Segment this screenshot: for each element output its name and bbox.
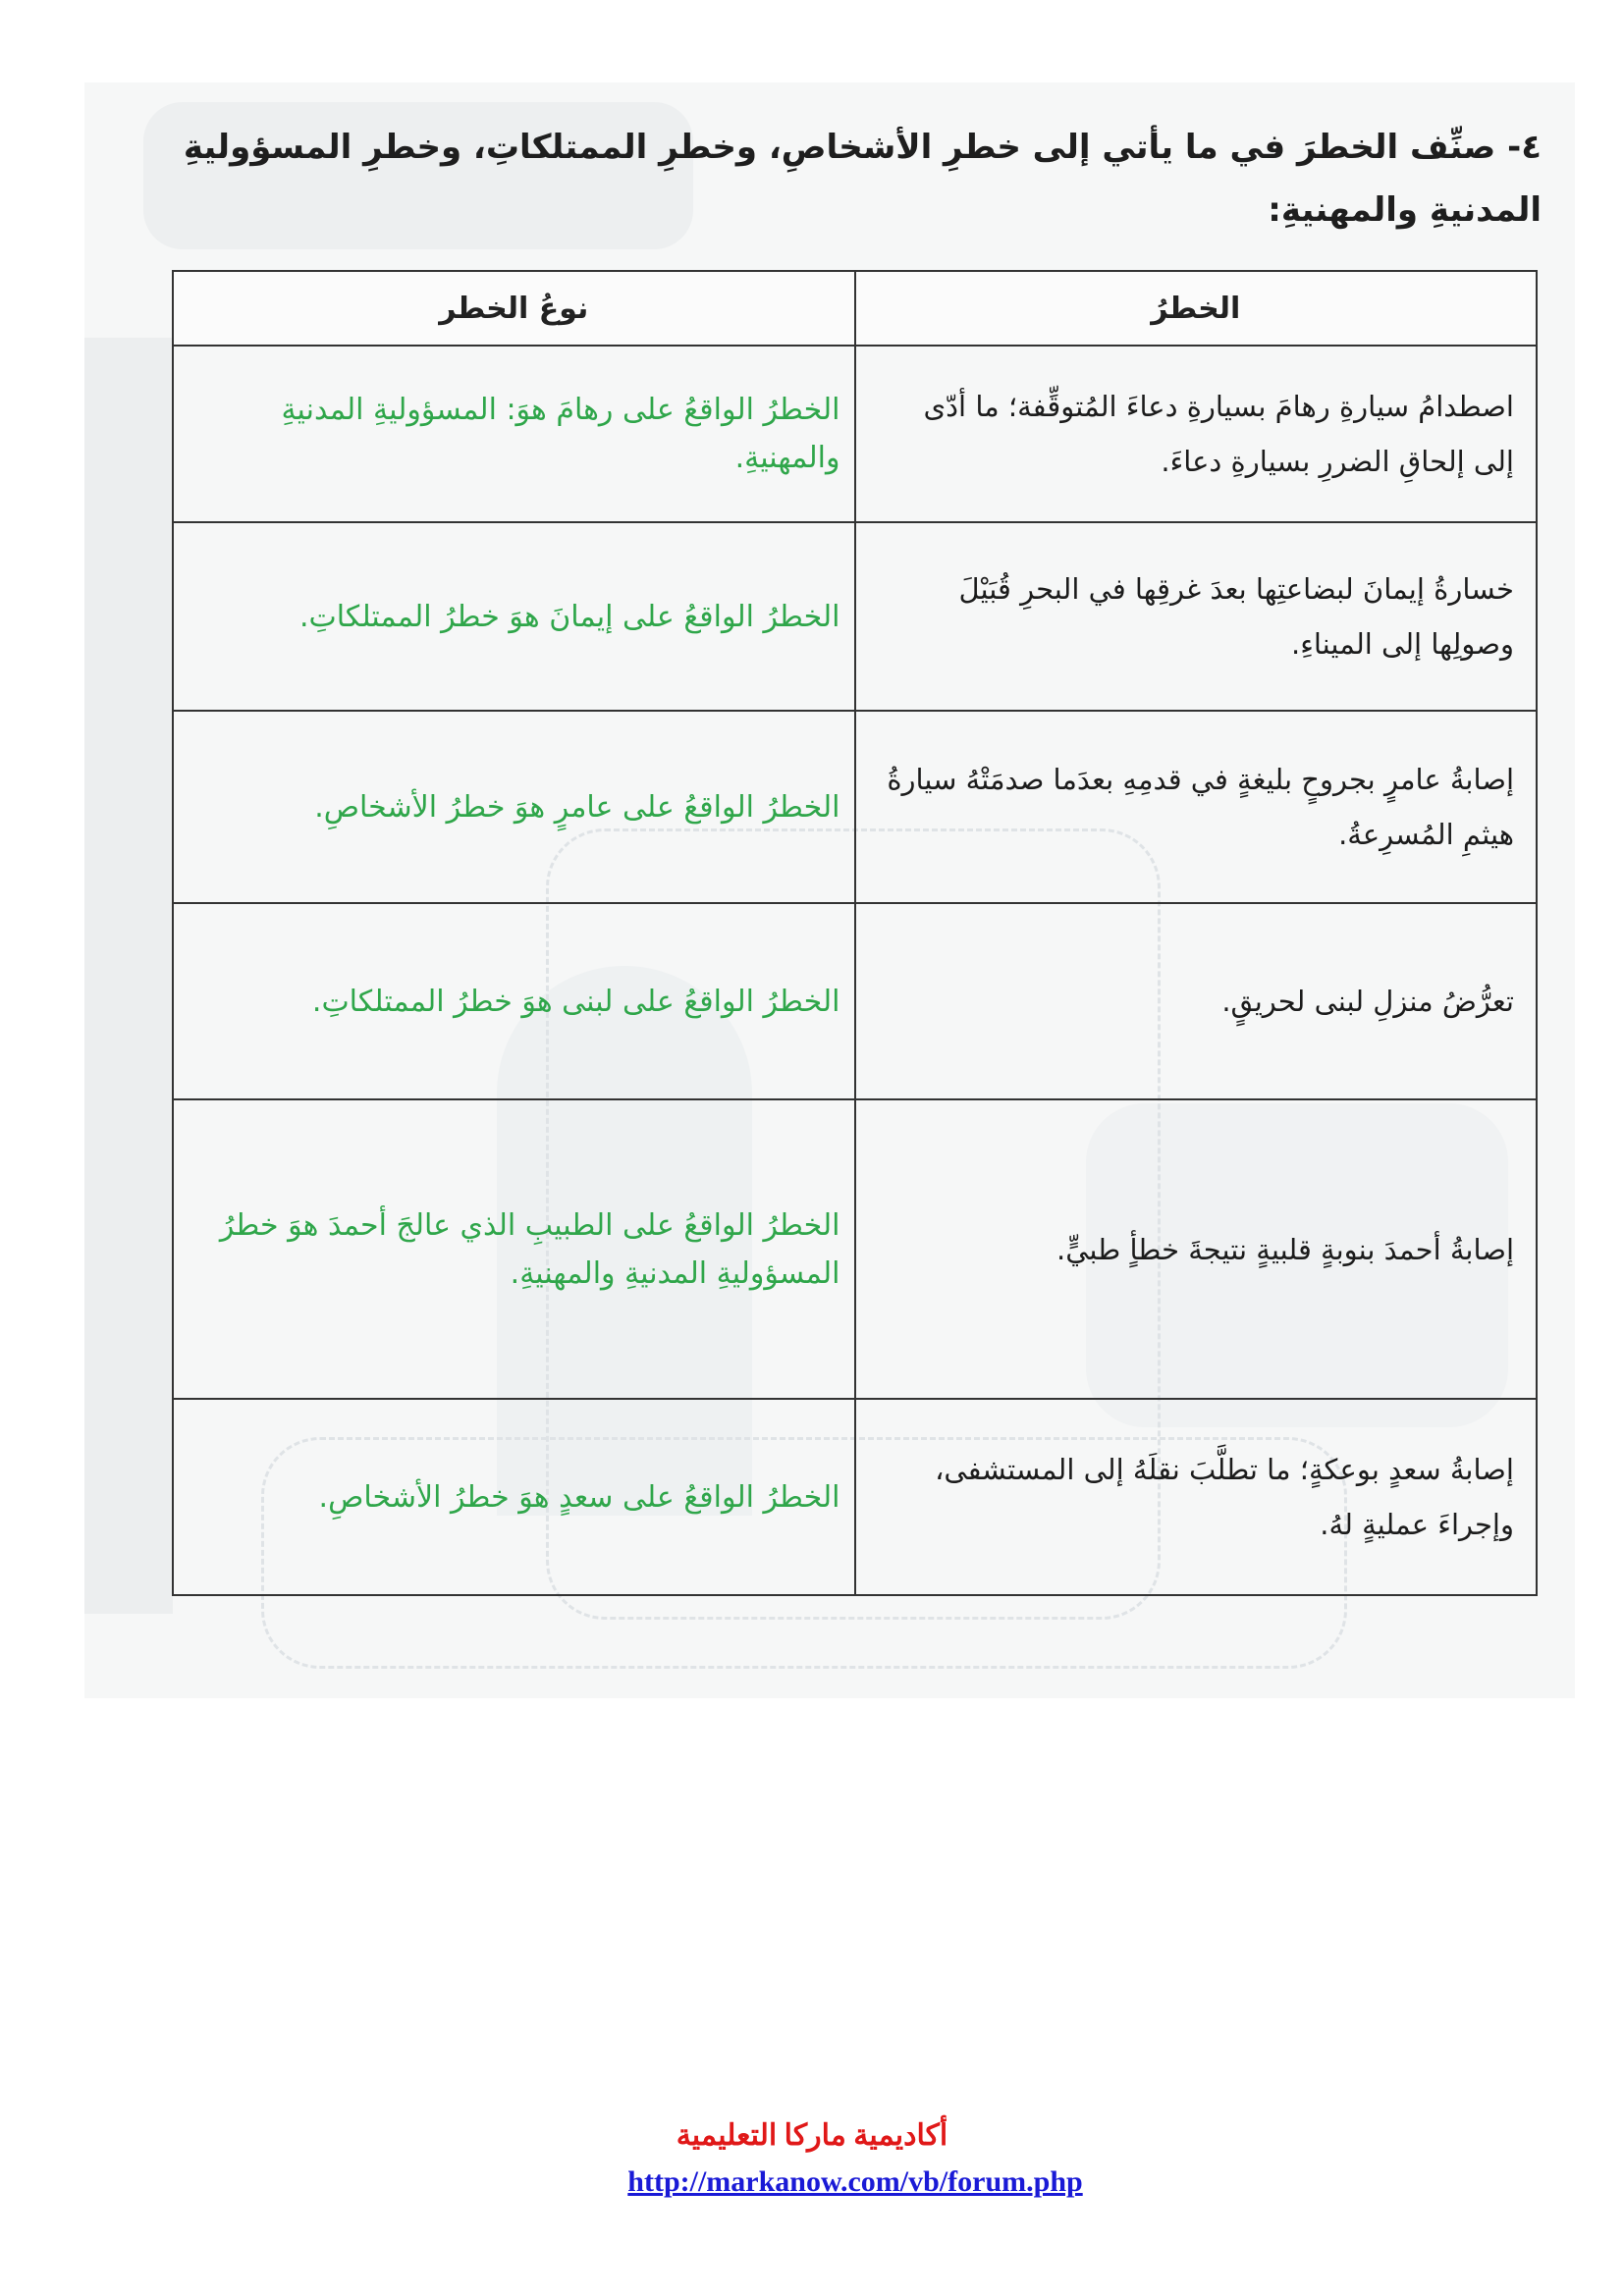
- risk-type-answer: الخطرُ الواقعُ على لبنى هوَ خطرُ الممتلكاتِ.: [173, 903, 855, 1099]
- footer-forum-link[interactable]: http://markanow.com/vb/forum.php: [627, 2165, 1083, 2198]
- table-header-row: [173, 271, 1537, 346]
- risk-type-answer: الخطرُ الواقعُ على سعدٍ هوَ خطرُ الأشخاصِ.: [173, 1399, 855, 1595]
- risk-type-answer: الخطرُ الواقعُ على عامرٍ هوَ خطرُ الأشخاصِ.: [173, 711, 855, 903]
- risk-classification-table: [172, 270, 1538, 1596]
- table-row: [173, 522, 1537, 711]
- risk-situation: إصابةُ عامرٍ بجروحٍ بليغةٍ في قدمِهِ بعدَما صدمَتْهُ سيارةُ هيثمِ المُسرِعةُ.: [855, 711, 1538, 903]
- risk-situation: خسارةُ إيمانَ لبضاعتِها بعدَ غرقِها في البحرِ قُبَيْلَ وصولِها إلى الميناءِ.: [855, 522, 1538, 711]
- risk-situation: اصطدامُ سيارةِ رهامَ بسيارةِ دعاءَ المُتوقِّفة؛ ما أدّى إلى إلحاقِ الضررِ بسيارةِ دعاءَ.: [855, 346, 1538, 522]
- table-row: [173, 711, 1537, 903]
- watermark-shape: [84, 338, 173, 1614]
- table-row: [173, 346, 1537, 522]
- risk-situation: إصابةُ سعدٍ بوعكةٍ؛ ما تطلَّبَ نقلَهُ إلى المستشفى، وإجراءَ عمليةٍ لهُ.: [855, 1399, 1538, 1595]
- risk-situation: إصابةُ أحمدَ بنوبةٍ قلبيةٍ نتيجةَ خطأٍ طبيٍّ.: [855, 1099, 1538, 1399]
- risk-type-answer: الخطرُ الواقعُ على الطبيبِ الذي عالجَ أحمدَ هوَ خطرُ المسؤوليةِ المدنيةِ والمهنيةِ.: [173, 1099, 855, 1399]
- question-text: ٤- صنِّف الخطرَ في ما يأتي إلى خطرِ الأشخاصِ، وخطرِ الممتلكاتِ، وخطرِ المسؤوليةِ المدنيةِ والمهنيةِ:: [183, 128, 1542, 230]
- footer-academy-name: أكاديمية ماركا التعليمية: [676, 2119, 948, 2152]
- risk-type-answer: الخطرُ الواقعُ على إيمانَ هوَ خطرُ الممتلكاتِ.: [173, 522, 855, 711]
- header-risk-type: نوعُ الخطر: [173, 271, 855, 346]
- table-row: [173, 1099, 1537, 1399]
- header-risk: الخطرُ: [855, 271, 1538, 346]
- table-row: [173, 903, 1537, 1099]
- table-row: [173, 1399, 1537, 1595]
- risk-type-answer: الخطرُ الواقعُ على رهامَ هوَ: المسؤوليةِ المدنيةِ والمهنيةِ.: [173, 346, 855, 522]
- risk-situation: تعرُّضُ منزلِ لبنى لحريقٍ.: [855, 903, 1538, 1099]
